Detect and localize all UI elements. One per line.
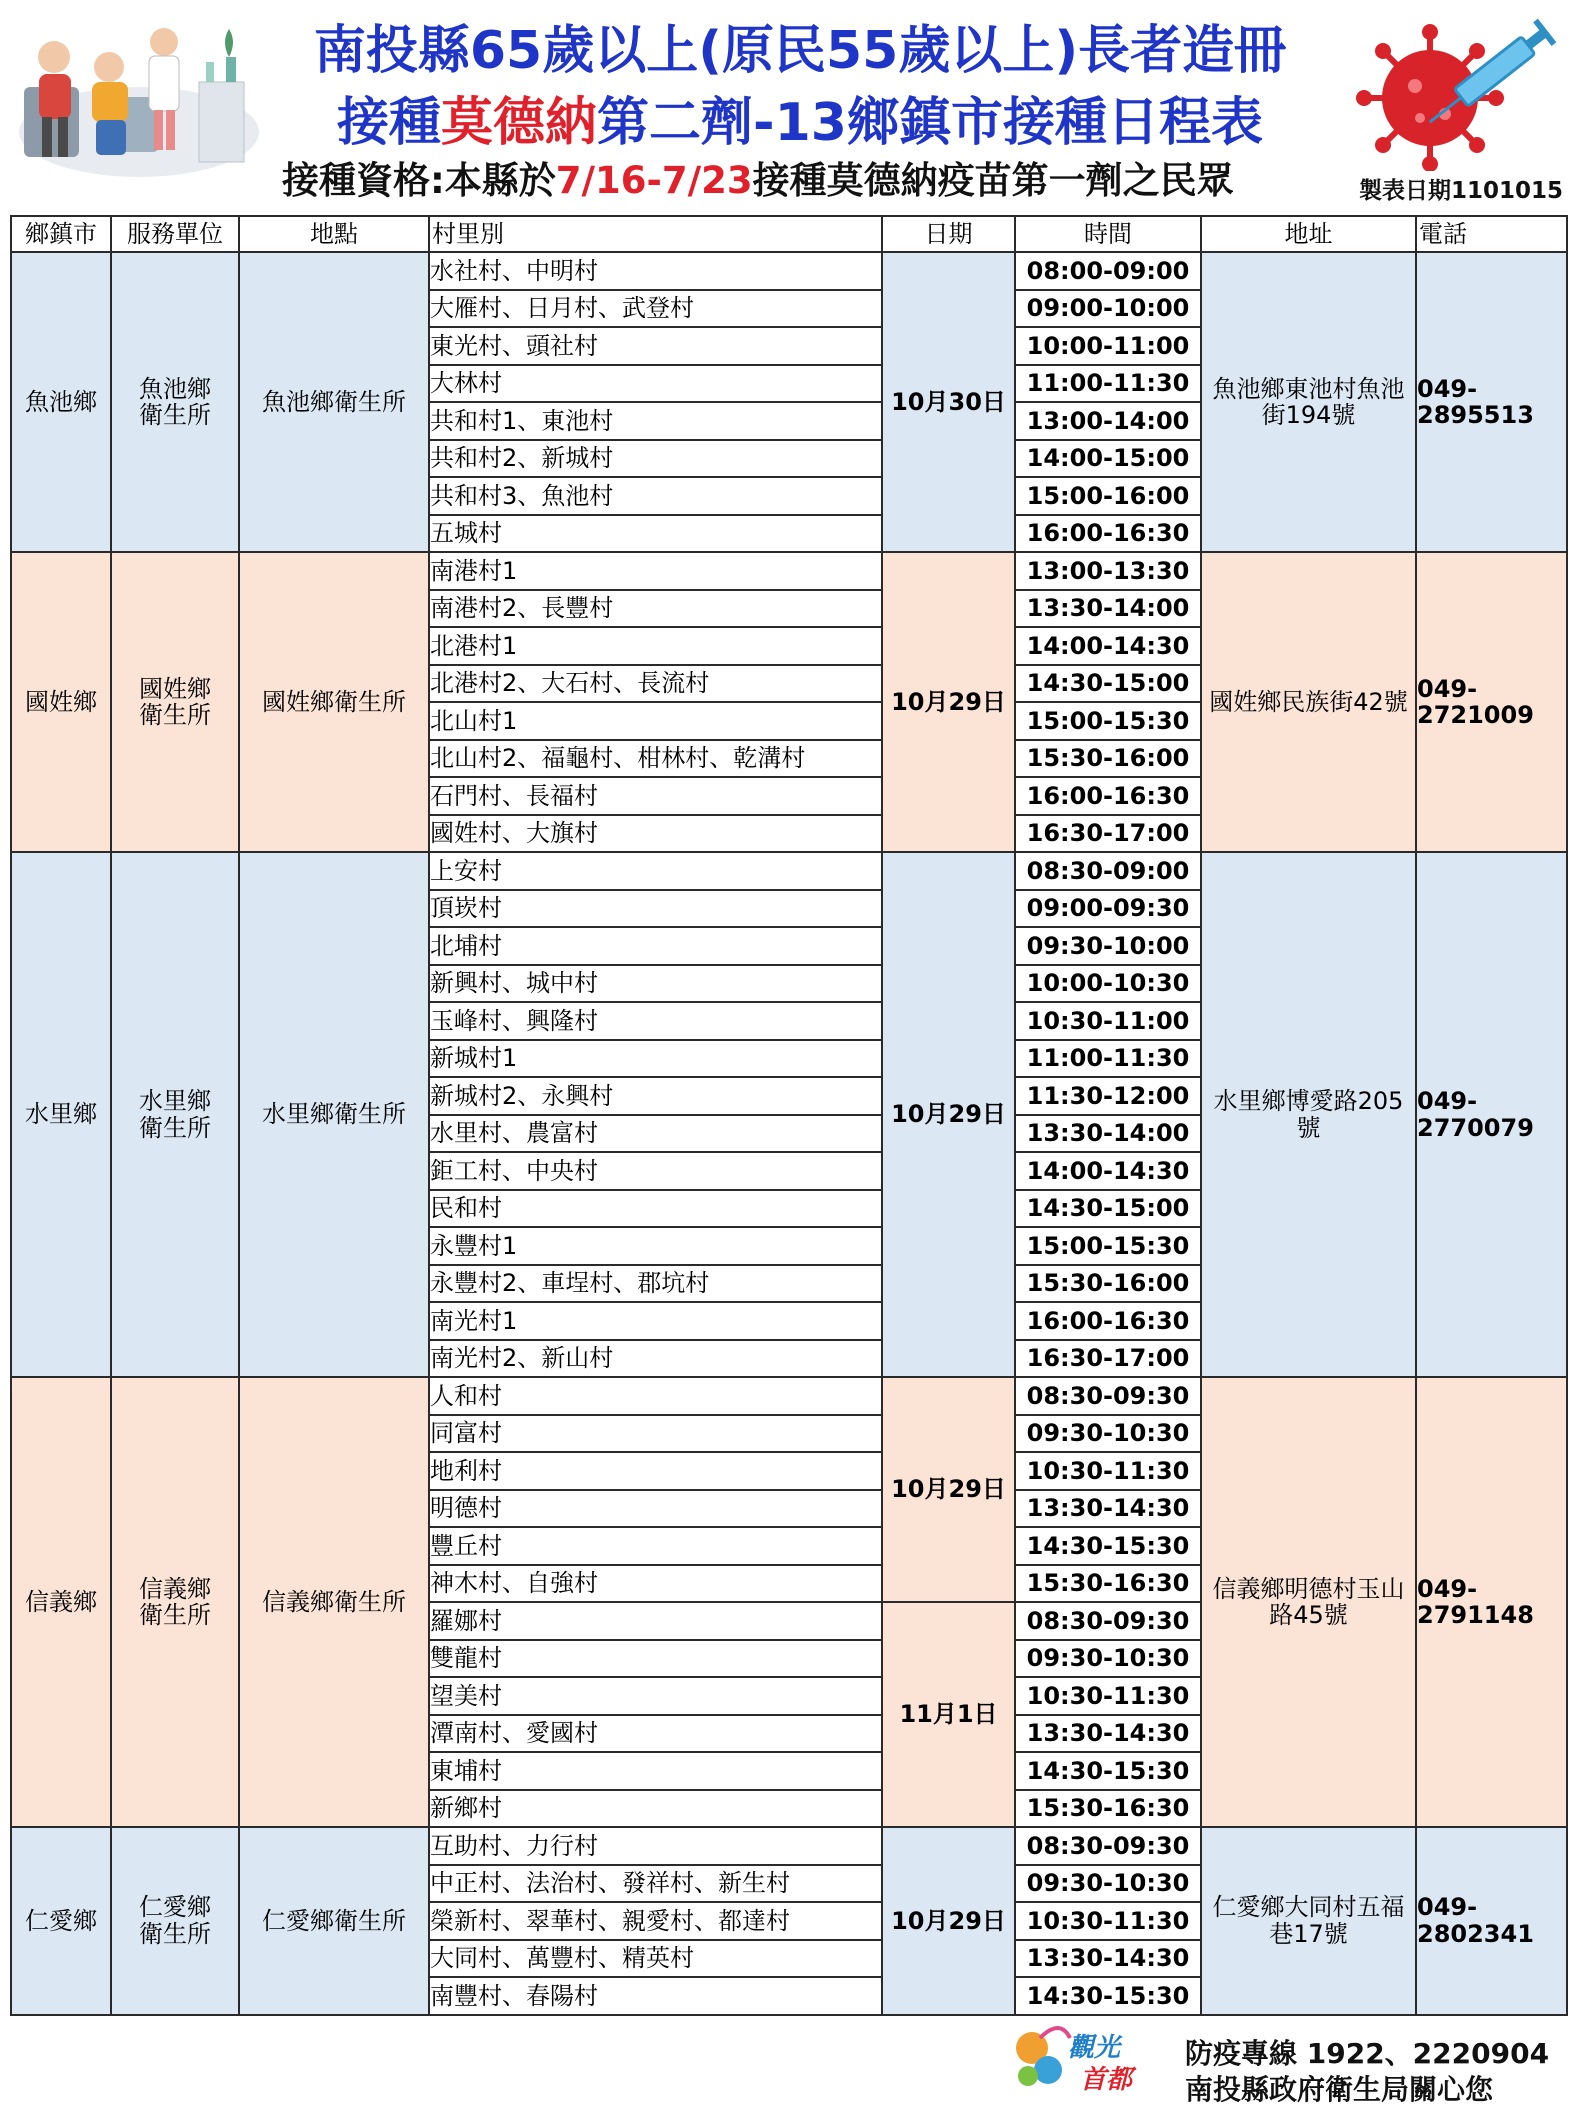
time-cell: 09:30-10:00 <box>1015 927 1201 965</box>
title-line-1: 南投縣65歲以上(原民55歲以上)長者造冊 <box>313 21 1287 81</box>
village-cell: 國姓村、大旗村 <box>429 815 882 853</box>
village-cell: 南豐村、春陽村 <box>429 1977 882 2015</box>
time-cell: 10:30-11:30 <box>1015 1452 1201 1490</box>
village-cell: 大雁村、日月村、武登村 <box>429 290 882 328</box>
title-line-2 <box>270 80 1330 155</box>
village-cell: 中正村、法治村、發祥村、新生村 <box>429 1865 882 1903</box>
time-cell: 15:30-16:00 <box>1015 740 1201 778</box>
time-cell: 10:00-11:00 <box>1015 327 1201 365</box>
time-cell: 09:30-10:30 <box>1015 1865 1201 1903</box>
village-cell: 永豐村2、車埕村、郡坑村 <box>429 1265 882 1303</box>
time-cell: 13:00-14:00 <box>1015 402 1201 440</box>
village-cell: 潭南村、愛國村 <box>429 1715 882 1753</box>
village-cell: 北埔村 <box>429 927 882 965</box>
department-text: 南投縣政府衛生局關心您 <box>1185 2073 1494 2106</box>
village-cell: 地利村 <box>429 1452 882 1490</box>
table-row <box>11 252 1567 290</box>
village-cell: 南光村2、新山村 <box>429 1340 882 1378</box>
header-unit: 服務單位 <box>111 216 239 252</box>
phone-cell: 049- 2791148 <box>1416 1377 1567 1827</box>
time-cell: 08:30-09:30 <box>1015 1377 1201 1415</box>
time-cell: 08:30-09:00 <box>1015 852 1201 890</box>
time-cell: 13:30-14:30 <box>1015 1940 1201 1978</box>
village-cell: 石門村、長福村 <box>429 777 882 815</box>
village-cell: 北港村1 <box>429 627 882 665</box>
phone-cell: 049- 2770079 <box>1416 852 1567 1377</box>
time-cell: 14:30-15:30 <box>1015 1752 1201 1790</box>
header-location: 地點 <box>239 216 429 252</box>
time-cell: 14:00-15:00 <box>1015 440 1201 478</box>
header-town: 鄉鎮市 <box>11 216 111 252</box>
table-row <box>11 1377 1567 1415</box>
village-cell: 望美村 <box>429 1677 882 1715</box>
town-cell: 仁愛鄉 <box>11 1827 111 2015</box>
location-cell: 魚池鄉衛生所 <box>239 252 429 552</box>
village-cell: 雙龍村 <box>429 1640 882 1678</box>
village-cell: 民和村 <box>429 1190 882 1228</box>
time-cell: 14:30-15:00 <box>1015 1190 1201 1228</box>
town-cell: 魚池鄉 <box>11 252 111 552</box>
village-cell: 東光村、頭社村 <box>429 327 882 365</box>
table-row <box>11 1827 1567 1865</box>
page-footer <box>1010 2018 1570 2106</box>
time-cell: 14:00-14:30 <box>1015 1152 1201 1190</box>
logo-text-b: 首都 <box>1080 2065 1133 2095</box>
unit-cell: 信義鄉 衛生所 <box>111 1377 239 1827</box>
table-row <box>11 552 1567 590</box>
village-cell: 共和村2、新城村 <box>429 440 882 478</box>
time-cell: 15:30-16:30 <box>1015 1565 1201 1603</box>
town-cell: 水里鄉 <box>11 852 111 1377</box>
time-cell: 08:30-09:30 <box>1015 1827 1201 1865</box>
time-cell: 14:00-14:30 <box>1015 627 1201 665</box>
virus-syringe-icon <box>1350 6 1565 171</box>
address-cell: 信義鄉明德村玉山路45號 <box>1201 1377 1416 1827</box>
date-cell: 11月1日 <box>882 1602 1015 1827</box>
village-cell: 豐丘村 <box>429 1527 882 1565</box>
village-cell: 水社村、中明村 <box>429 252 882 290</box>
time-cell: 13:30-14:00 <box>1015 1115 1201 1153</box>
header-time: 時間 <box>1015 216 1201 252</box>
time-cell: 10:30-11:00 <box>1015 1002 1201 1040</box>
title-line-2-part-a: 接種 <box>337 93 442 153</box>
time-cell: 10:30-11:30 <box>1015 1677 1201 1715</box>
location-cell: 水里鄉衛生所 <box>239 852 429 1377</box>
time-cell: 15:00-15:30 <box>1015 702 1201 740</box>
date-cell: 10月29日 <box>882 552 1015 852</box>
village-cell: 北山村2、福龜村、柑林村、乾溝村 <box>429 740 882 778</box>
village-cell: 鉅工村、中央村 <box>429 1152 882 1190</box>
time-cell: 10:30-11:30 <box>1015 1902 1201 1940</box>
time-cell: 14:30-15:30 <box>1015 1527 1201 1565</box>
time-cell: 15:00-16:00 <box>1015 477 1201 515</box>
title-vaccine-name: 莫德納 <box>441 93 598 153</box>
village-cell: 大林村 <box>429 365 882 403</box>
time-cell: 16:00-16:30 <box>1015 1302 1201 1340</box>
eligibility-part-c: 接種莫德納疫苗第一劑之民眾 <box>752 159 1234 202</box>
village-cell: 共和村3、魚池村 <box>429 477 882 515</box>
address-cell: 魚池鄉東池村魚池街194號 <box>1201 252 1416 552</box>
phone-cell: 049- 2802341 <box>1416 1827 1567 2015</box>
made-date: 製表日期1101015 <box>1358 178 1563 204</box>
village-cell: 共和村1、東池村 <box>429 402 882 440</box>
village-cell: 新鄉村 <box>429 1790 882 1828</box>
eligibility-line <box>282 150 1342 204</box>
village-cell: 水里村、農富村 <box>429 1115 882 1153</box>
village-cell: 同富村 <box>429 1415 882 1453</box>
page-header <box>0 0 1575 205</box>
village-cell: 北山村1 <box>429 702 882 740</box>
village-cell: 東埔村 <box>429 1752 882 1790</box>
village-cell: 大同村、萬豐村、精英村 <box>429 1940 882 1978</box>
header-date: 日期 <box>882 216 1015 252</box>
village-cell: 新興村、城中村 <box>429 965 882 1003</box>
time-cell: 13:00-13:30 <box>1015 552 1201 590</box>
header-phone: 電話 <box>1416 216 1567 252</box>
village-cell: 新城村1 <box>429 1040 882 1078</box>
date-cell: 10月29日 <box>882 852 1015 1377</box>
village-cell: 永豐村1 <box>429 1227 882 1265</box>
village-cell: 南港村2、長豐村 <box>429 590 882 628</box>
village-cell: 五城村 <box>429 515 882 553</box>
time-cell: 16:30-17:00 <box>1015 1340 1201 1378</box>
location-cell: 國姓鄉衛生所 <box>239 552 429 852</box>
village-cell: 南光村1 <box>429 1302 882 1340</box>
time-cell: 11:30-12:00 <box>1015 1077 1201 1115</box>
table-body <box>11 252 1567 2015</box>
time-cell: 14:30-15:30 <box>1015 1977 1201 2015</box>
time-cell: 13:30-14:00 <box>1015 590 1201 628</box>
time-cell: 15:30-16:30 <box>1015 1790 1201 1828</box>
village-cell: 南港村1 <box>429 552 882 590</box>
date-cell: 10月29日 <box>882 1377 1015 1602</box>
phone-cell: 049- 2895513 <box>1416 252 1567 552</box>
table-header-row <box>11 216 1567 252</box>
hotline-text: 防疫專線 1922、2220904 <box>1185 2037 1550 2070</box>
time-cell: 09:30-10:30 <box>1015 1415 1201 1453</box>
village-cell: 羅娜村 <box>429 1602 882 1640</box>
village-cell: 頂崁村 <box>429 890 882 928</box>
time-cell: 08:00-09:00 <box>1015 252 1201 290</box>
village-cell: 北港村2、大石村、長流村 <box>429 665 882 703</box>
eligibility-part-a: 接種資格:本縣於 <box>282 159 556 202</box>
schedule-table <box>10 215 1568 2016</box>
village-cell: 人和村 <box>429 1377 882 1415</box>
time-cell: 09:30-10:30 <box>1015 1640 1201 1678</box>
time-cell: 09:00-09:30 <box>1015 890 1201 928</box>
town-cell: 國姓鄉 <box>11 552 111 852</box>
village-cell: 上安村 <box>429 852 882 890</box>
town-cell: 信義鄉 <box>11 1377 111 1827</box>
unit-cell: 仁愛鄉 衛生所 <box>111 1827 239 2015</box>
date-cell: 10月30日 <box>882 252 1015 552</box>
time-cell: 11:00-11:30 <box>1015 1040 1201 1078</box>
village-cell: 榮新村、翠華村、親愛村、都達村 <box>429 1902 882 1940</box>
time-cell: 10:00-10:30 <box>1015 965 1201 1003</box>
address-cell: 仁愛鄉大同村五福巷17號 <box>1201 1827 1416 2015</box>
header-address: 地址 <box>1201 216 1416 252</box>
village-cell: 互助村、力行村 <box>429 1827 882 1865</box>
time-cell: 16:00-16:30 <box>1015 515 1201 553</box>
address-cell: 國姓鄉民族街42號 <box>1201 552 1416 852</box>
village-cell: 神木村、自強村 <box>429 1565 882 1603</box>
logo-text-a: 觀光 <box>1068 2033 1121 2063</box>
location-cell: 仁愛鄉衛生所 <box>239 1827 429 2015</box>
time-cell: 15:30-16:00 <box>1015 1265 1201 1303</box>
unit-cell: 水里鄉 衛生所 <box>111 852 239 1377</box>
time-cell: 15:00-15:30 <box>1015 1227 1201 1265</box>
unit-cell: 國姓鄉 衛生所 <box>111 552 239 852</box>
header-village: 村里別 <box>429 216 882 252</box>
location-cell: 信義鄉衛生所 <box>239 1377 429 1827</box>
time-cell: 13:30-14:30 <box>1015 1715 1201 1753</box>
time-cell: 16:30-17:00 <box>1015 815 1201 853</box>
date-cell: 10月29日 <box>882 1827 1015 2015</box>
village-cell: 明德村 <box>429 1490 882 1528</box>
time-cell: 09:00-10:00 <box>1015 290 1201 328</box>
tourism-capital-logo-icon <box>1010 2018 1170 2098</box>
time-cell: 11:00-11:30 <box>1015 365 1201 403</box>
eligibility-date-range: 7/16-7/23 <box>555 159 753 202</box>
title-line-2-part-c: 第二劑-13鄉鎮市接種日程表 <box>597 93 1263 153</box>
address-cell: 水里鄉博愛路205號 <box>1201 852 1416 1377</box>
vaccination-illustration-icon <box>14 12 264 182</box>
time-cell: 13:30-14:30 <box>1015 1490 1201 1528</box>
time-cell: 14:30-15:00 <box>1015 665 1201 703</box>
unit-cell: 魚池鄉 衛生所 <box>111 252 239 552</box>
phone-cell: 049- 2721009 <box>1416 552 1567 852</box>
time-cell: 16:00-16:30 <box>1015 777 1201 815</box>
time-cell: 08:30-09:30 <box>1015 1602 1201 1640</box>
village-cell: 玉峰村、興隆村 <box>429 1002 882 1040</box>
village-cell: 新城村2、永興村 <box>429 1077 882 1115</box>
table-row <box>11 852 1567 890</box>
